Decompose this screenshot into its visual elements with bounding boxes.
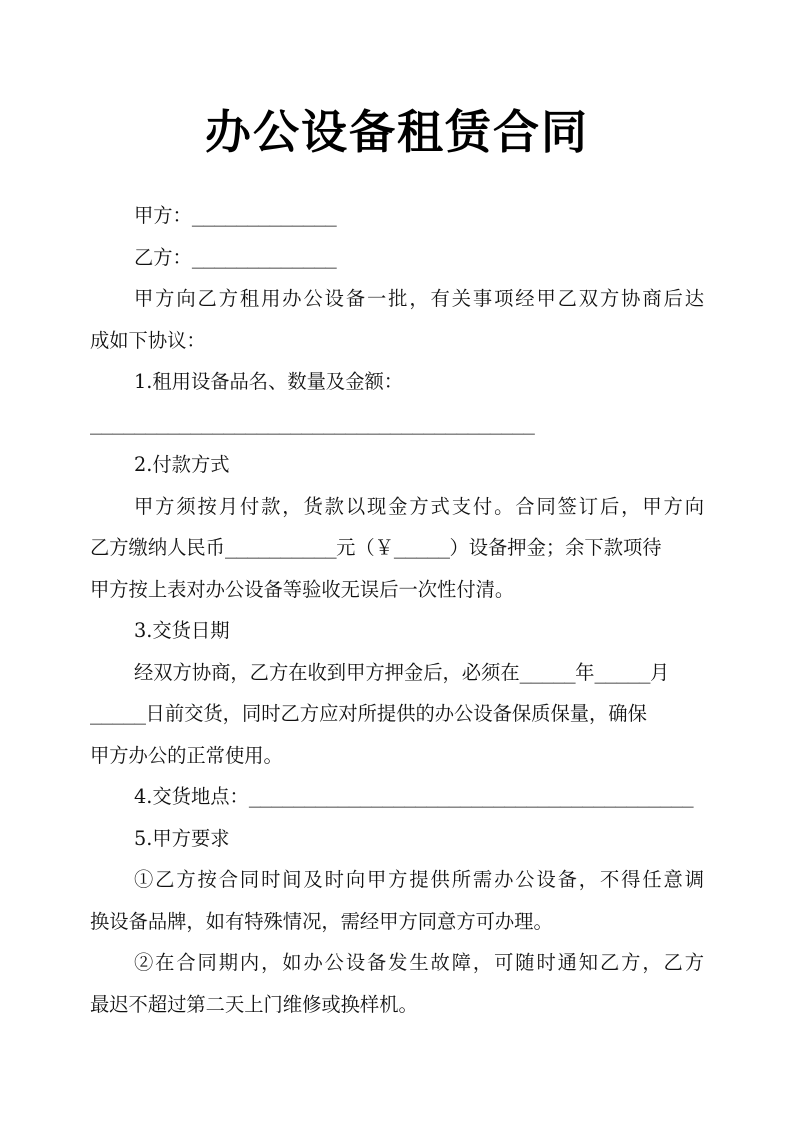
section-2-text-c: ）设备押金；余下款项待 (449, 536, 662, 559)
delivery-location-blank[interactable]: ________________________________________ (248, 785, 694, 808)
section-3-line-3: 甲方办公的正常使用。 (90, 743, 283, 767)
delivery-day-blank[interactable]: _____ (90, 702, 146, 725)
section-2-line-3: 甲方按上表对办公设备等验收无误后一次性付清。 (90, 577, 515, 601)
section-3-text-a: 经双方协商，乙方在收到甲方押金后，必须在 (134, 660, 520, 684)
section-4-heading: 4.交货地点： (134, 785, 249, 808)
section-3-line-2 (90, 693, 704, 735)
delivery-year-blank[interactable]: _____ (519, 660, 576, 684)
party-b-line (90, 237, 704, 279)
deposit-amount-blank[interactable]: __________ (224, 536, 337, 559)
intro-line-1: 甲方向乙方租用办公设备一批，有关事项经甲乙双方协商后达 (134, 287, 704, 310)
section-4-line (90, 776, 704, 818)
section-5-item-2-line-1: ②在合同期内，如办公设备发生故障，可随时通知乙方，乙方 (134, 951, 704, 974)
section-1-heading: 1.租用设备品名、数量及金额： (134, 370, 404, 393)
section-3-line-1 (90, 652, 704, 694)
section-5-item-2-line-2: 最迟不超过第二天上门维修或换样机。 (90, 992, 418, 1016)
delivery-month-blank[interactable]: _____ (594, 660, 650, 684)
section-2-line-2 (90, 527, 704, 569)
section-2-text-b: 元（￥ (336, 536, 394, 559)
party-a-label: 甲方： (134, 204, 192, 227)
party-b-blank[interactable]: _____________ (191, 245, 337, 269)
section-2-text-a: 乙方缴纳人民币 (90, 536, 225, 559)
section-5-heading: 5.甲方要求 (134, 826, 230, 850)
party-b-label: 乙方： (134, 245, 192, 269)
intro-line-2: 成如下协议： (90, 328, 206, 352)
section-5-item-1-line-2: 换设备品牌，如有特殊情况，需经甲方同意方可办理。 (90, 909, 553, 933)
section-5-item-1-line-1: ①乙方按合同时间及时向甲方提供所需办公设备，不得任意调 (134, 868, 704, 891)
section-2-heading: 2.付款方式 (134, 453, 230, 476)
document-title: 办公设备租赁合同 (205, 105, 589, 159)
party-a-blank[interactable]: _____________ (191, 204, 337, 227)
document-body (90, 195, 704, 1025)
party-a-line (90, 195, 704, 237)
section-3-text-b: 日前交货，同时乙方应对所提供的办公设备保质保量，确保 (145, 702, 647, 725)
section-2-line-1: 甲方须按月付款，货款以现金方式支付。合同签订后，甲方向 (134, 494, 704, 518)
section-1-blank-line[interactable]: ________________________________________ (90, 411, 535, 435)
deposit-yuan-blank[interactable]: _____ (393, 536, 450, 559)
section-3-heading: 3.交货日期 (134, 619, 230, 642)
month-label: 月 (650, 660, 670, 684)
year-label: 年 (575, 660, 595, 684)
